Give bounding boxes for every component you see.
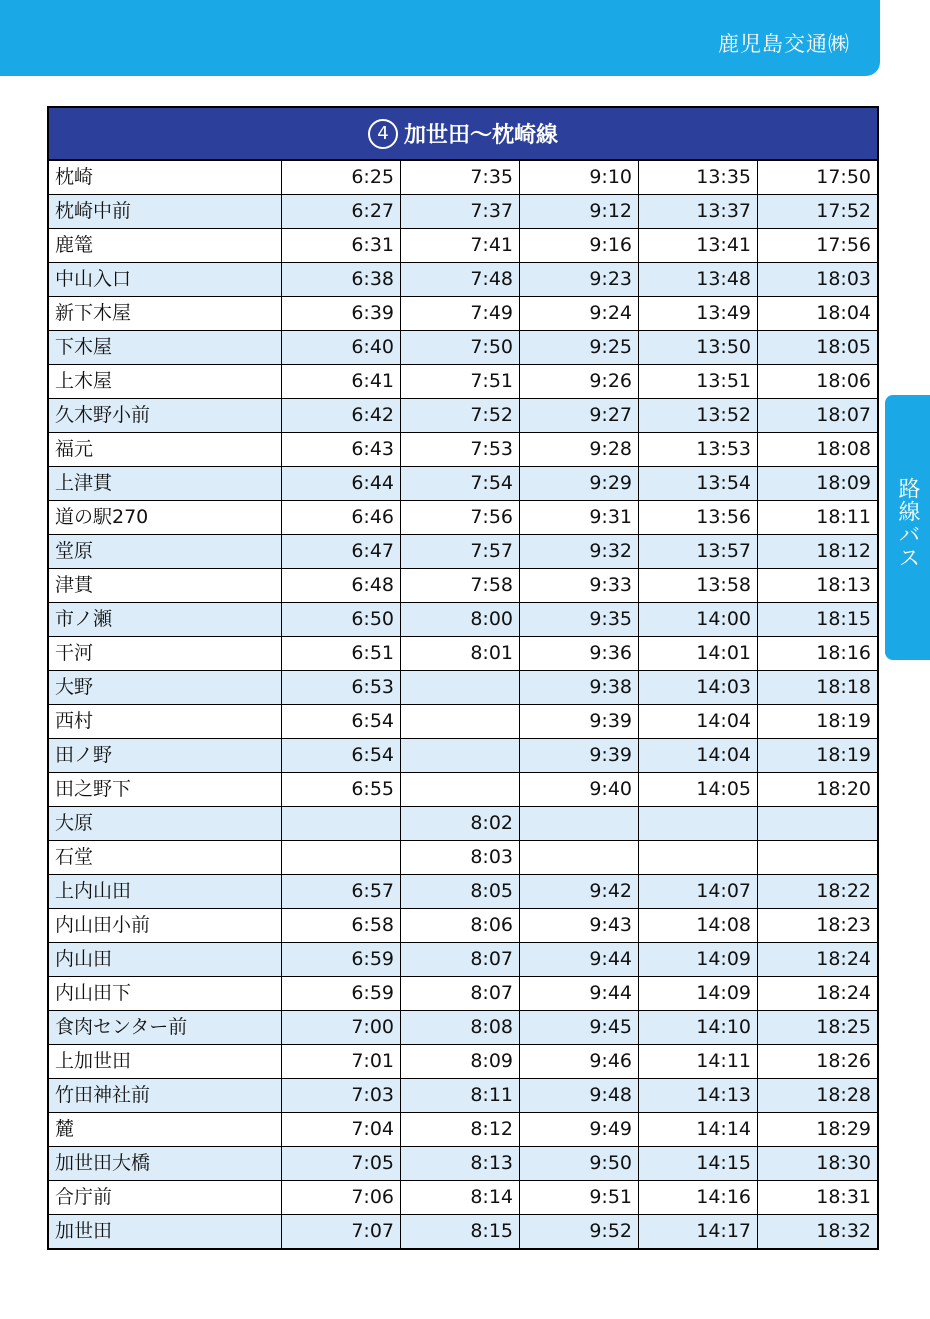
departure-time: 9:10 (520, 161, 639, 194)
table-row (49, 161, 877, 195)
departure-time: 7:58 (401, 569, 520, 602)
departure-time: 7:06 (282, 1181, 401, 1214)
stop-name: 加世田 (49, 1215, 282, 1248)
table-row (49, 1045, 877, 1079)
departure-time: 17:50 (816, 166, 871, 188)
departure-time (282, 841, 401, 874)
stop-name: 枕崎 (49, 161, 282, 194)
stop-name: 大野 (49, 671, 282, 704)
departure-time: 9:23 (520, 263, 639, 296)
departure-time: 9:31 (520, 501, 639, 534)
table-row (49, 399, 877, 433)
departure-time: 9:42 (520, 875, 639, 908)
timetable-rows (49, 161, 877, 1248)
departure-time: 9:48 (520, 1079, 639, 1112)
table-row (49, 1079, 877, 1113)
departure-time: 6:59 (282, 943, 401, 976)
timetable (47, 106, 879, 1250)
stop-name: 枕崎中前 (49, 195, 282, 228)
departure-time: 14:13 (639, 1079, 758, 1112)
stop-name: 西村 (49, 705, 282, 738)
stop-name: 内山田小前 (49, 909, 282, 942)
departure-time (401, 739, 520, 772)
departure-time: 14:16 (639, 1181, 758, 1214)
stop-name: 上木屋 (49, 365, 282, 398)
stop-name: 食肉センター前 (49, 1011, 282, 1044)
departure-time: 13:41 (639, 229, 758, 262)
departure-time: 7:01 (282, 1045, 401, 1078)
departure-time: 14:07 (639, 875, 758, 908)
departure-time: 18:24 (816, 948, 871, 970)
departure-time: 14:04 (639, 739, 758, 772)
departure-time: 7:49 (401, 297, 520, 330)
departure-time: 7:04 (282, 1113, 401, 1146)
departure-time: 6:25 (282, 161, 401, 194)
stop-name: 内山田 (49, 943, 282, 976)
stop-name: 麓 (49, 1113, 282, 1146)
departure-time: 7:07 (282, 1215, 401, 1248)
departure-time: 13:54 (639, 467, 758, 500)
table-row (49, 807, 877, 841)
departure-time: 6:53 (282, 671, 401, 704)
departure-time (282, 807, 401, 840)
departure-time: 9:43 (520, 909, 639, 942)
stop-name: 加世田大橋 (49, 1147, 282, 1180)
departure-time: 8:08 (401, 1011, 520, 1044)
departure-time: 6:58 (282, 909, 401, 942)
departure-time: 13:58 (639, 569, 758, 602)
departure-time: 9:38 (520, 671, 639, 704)
departure-time: 13:51 (639, 365, 758, 398)
table-row (49, 535, 877, 569)
departure-time: 8:12 (401, 1113, 520, 1146)
table-row (49, 603, 877, 637)
departure-time: 18:16 (816, 642, 871, 664)
table-row (49, 943, 877, 977)
stop-name: 中山入口 (49, 263, 282, 296)
departure-time: 18:23 (816, 914, 871, 936)
departure-time (520, 807, 639, 840)
table-row (49, 671, 877, 705)
departure-time: 14:00 (639, 603, 758, 636)
departure-time: 7:05 (282, 1147, 401, 1180)
departure-time: 13:37 (639, 195, 758, 228)
stop-name: 田之野下 (49, 773, 282, 806)
departure-time: 18:18 (816, 676, 871, 698)
departure-time: 9:40 (520, 773, 639, 806)
departure-time: 18:24 (816, 982, 871, 1004)
departure-time: 8:05 (401, 875, 520, 908)
stop-name: 市ノ瀬 (49, 603, 282, 636)
departure-time: 18:19 (816, 744, 871, 766)
side-tab (885, 395, 930, 660)
departure-time: 6:54 (282, 739, 401, 772)
departure-time: 9:44 (520, 943, 639, 976)
departure-time: 18:22 (816, 880, 871, 902)
route-number-badge: 4 (368, 119, 398, 149)
departure-time (758, 841, 877, 874)
stop-name: 大原 (49, 807, 282, 840)
departure-time: 6:39 (282, 297, 401, 330)
stop-name: 上津貫 (49, 467, 282, 500)
departure-time: 8:02 (401, 807, 520, 840)
departure-time: 14:09 (639, 977, 758, 1010)
departure-time: 18:15 (816, 608, 871, 630)
departure-time: 9:12 (520, 195, 639, 228)
table-row (49, 705, 877, 739)
table-row (49, 1113, 877, 1147)
departure-time: 9:16 (520, 229, 639, 262)
stop-name: 内山田下 (49, 977, 282, 1010)
departure-time: 13:35 (639, 161, 758, 194)
table-row (49, 365, 877, 399)
departure-time: 13:53 (639, 433, 758, 466)
departure-time: 17:56 (816, 234, 871, 256)
table-row (49, 467, 877, 501)
table-row (49, 773, 877, 807)
departure-time: 9:36 (520, 637, 639, 670)
table-row (49, 739, 877, 773)
departure-time: 18:32 (816, 1220, 871, 1242)
stop-name: 干河 (49, 637, 282, 670)
departure-time: 8:03 (401, 841, 520, 874)
departure-time: 8:06 (401, 909, 520, 942)
departure-time: 18:28 (816, 1084, 871, 1106)
departure-time: 6:27 (282, 195, 401, 228)
departure-time: 8:00 (401, 603, 520, 636)
departure-time: 14:08 (639, 909, 758, 942)
table-row (49, 263, 877, 297)
departure-time: 18:30 (816, 1152, 871, 1174)
departure-time: 9:44 (520, 977, 639, 1010)
departure-time: 18:04 (816, 302, 871, 324)
departure-time: 6:43 (282, 433, 401, 466)
departure-time: 13:56 (639, 501, 758, 534)
departure-time: 17:52 (816, 200, 871, 222)
stop-name: 堂原 (49, 535, 282, 568)
departure-time: 6:46 (282, 501, 401, 534)
departure-time: 9:27 (520, 399, 639, 432)
departure-time (401, 773, 520, 806)
departure-time: 6:31 (282, 229, 401, 262)
table-row (49, 977, 877, 1011)
stop-name: 田ノ野 (49, 739, 282, 772)
departure-time: 18:26 (816, 1050, 871, 1072)
departure-time: 7:50 (401, 331, 520, 364)
departure-time: 8:07 (401, 943, 520, 976)
departure-time: 6:47 (282, 535, 401, 568)
departure-time: 8:07 (401, 977, 520, 1010)
departure-time: 7:53 (401, 433, 520, 466)
departure-time: 7:56 (401, 501, 520, 534)
stop-name: 津貫 (49, 569, 282, 602)
departure-time: 18:09 (816, 472, 871, 494)
departure-time: 13:57 (639, 535, 758, 568)
table-row (49, 841, 877, 875)
departure-time: 18:25 (816, 1016, 871, 1038)
stop-name: 福元 (49, 433, 282, 466)
departure-time: 7:48 (401, 263, 520, 296)
departure-time: 9:39 (520, 705, 639, 738)
departure-time: 7:51 (401, 365, 520, 398)
top-banner (0, 0, 880, 76)
departure-time: 14:01 (639, 637, 758, 670)
departure-time: 8:01 (401, 637, 520, 670)
departure-time: 13:52 (639, 399, 758, 432)
departure-time: 14:10 (639, 1011, 758, 1044)
departure-time: 18:31 (816, 1186, 871, 1208)
departure-time: 9:45 (520, 1011, 639, 1044)
departure-time: 14:15 (639, 1147, 758, 1180)
departure-time: 6:50 (282, 603, 401, 636)
table-row (49, 501, 877, 535)
departure-time: 6:44 (282, 467, 401, 500)
departure-time: 14:04 (639, 705, 758, 738)
departure-time: 14:05 (639, 773, 758, 806)
departure-time (758, 807, 877, 840)
stop-name: 鹿篭 (49, 229, 282, 262)
departure-time (401, 671, 520, 704)
stop-name: 上内山田 (49, 875, 282, 908)
departure-time: 6:55 (282, 773, 401, 806)
departure-time: 6:59 (282, 977, 401, 1010)
departure-time: 6:38 (282, 263, 401, 296)
departure-time (401, 705, 520, 738)
departure-time: 8:09 (401, 1045, 520, 1078)
departure-time: 9:25 (520, 331, 639, 364)
company-name: 鹿児島交通㈱ (718, 32, 850, 56)
departure-time: 14:11 (639, 1045, 758, 1078)
departure-time: 9:28 (520, 433, 639, 466)
departure-time: 18:03 (816, 268, 871, 290)
route-name: 加世田～枕崎線 (403, 123, 558, 148)
departure-time: 18:06 (816, 370, 871, 392)
departure-time: 7:35 (401, 161, 520, 194)
route-header (49, 108, 877, 161)
table-row (49, 909, 877, 943)
departure-time (639, 841, 758, 874)
departure-time: 13:49 (639, 297, 758, 330)
departure-time: 8:15 (401, 1215, 520, 1248)
stop-name: 久木野小前 (49, 399, 282, 432)
departure-time: 9:46 (520, 1045, 639, 1078)
departure-time: 6:48 (282, 569, 401, 602)
departure-time (520, 841, 639, 874)
departure-time: 9:24 (520, 297, 639, 330)
table-row (49, 1181, 877, 1215)
departure-time: 8:13 (401, 1147, 520, 1180)
table-row (49, 1215, 877, 1248)
departure-time: 18:11 (816, 506, 871, 528)
departure-time: 18:20 (816, 778, 871, 800)
departure-time: 7:03 (282, 1079, 401, 1112)
stop-name: 合庁前 (49, 1181, 282, 1214)
departure-time: 6:54 (282, 705, 401, 738)
departure-time: 8:11 (401, 1079, 520, 1112)
departure-time: 8:14 (401, 1181, 520, 1214)
departure-time: 9:52 (520, 1215, 639, 1248)
departure-time: 18:07 (816, 404, 871, 426)
departure-time: 9:50 (520, 1147, 639, 1180)
stop-name: 下木屋 (49, 331, 282, 364)
departure-time: 18:19 (816, 710, 871, 732)
departure-time: 14:17 (639, 1215, 758, 1248)
departure-time: 7:54 (401, 467, 520, 500)
departure-time: 6:51 (282, 637, 401, 670)
table-row (49, 331, 877, 365)
stop-name: 道の駅270 (49, 501, 282, 534)
departure-time: 9:33 (520, 569, 639, 602)
departure-time: 9:51 (520, 1181, 639, 1214)
departure-time: 6:42 (282, 399, 401, 432)
departure-time: 9:35 (520, 603, 639, 636)
departure-time: 9:49 (520, 1113, 639, 1146)
departure-time: 14:14 (639, 1113, 758, 1146)
departure-time: 9:32 (520, 535, 639, 568)
side-tab-label: 路線バス (895, 477, 920, 569)
stop-name: 上加世田 (49, 1045, 282, 1078)
table-row (49, 433, 877, 467)
departure-time: 7:41 (401, 229, 520, 262)
departure-time: 14:09 (639, 943, 758, 976)
departure-time: 18:12 (816, 540, 871, 562)
departure-time: 6:41 (282, 365, 401, 398)
table-row (49, 875, 877, 909)
stop-name: 竹田神社前 (49, 1079, 282, 1112)
departure-time: 6:57 (282, 875, 401, 908)
departure-time: 13:48 (639, 263, 758, 296)
departure-time: 18:29 (816, 1118, 871, 1140)
stop-name: 新下木屋 (49, 297, 282, 330)
stop-name: 石堂 (49, 841, 282, 874)
table-row (49, 1011, 877, 1045)
table-row (49, 569, 877, 603)
table-row (49, 637, 877, 671)
departure-time: 7:37 (401, 195, 520, 228)
departure-time: 18:05 (816, 336, 871, 358)
departure-time: 7:57 (401, 535, 520, 568)
departure-time: 18:13 (816, 574, 871, 596)
table-row (49, 229, 877, 263)
departure-time: 7:52 (401, 399, 520, 432)
departure-time: 18:08 (816, 438, 871, 460)
departure-time: 9:26 (520, 365, 639, 398)
departure-time: 14:03 (639, 671, 758, 704)
departure-time (639, 807, 758, 840)
departure-time: 9:39 (520, 739, 639, 772)
departure-time: 9:29 (520, 467, 639, 500)
table-row (49, 1147, 877, 1181)
departure-time: 13:50 (639, 331, 758, 364)
departure-time: 6:40 (282, 331, 401, 364)
table-row (49, 297, 877, 331)
table-row (49, 195, 877, 229)
departure-time: 7:00 (282, 1011, 401, 1044)
